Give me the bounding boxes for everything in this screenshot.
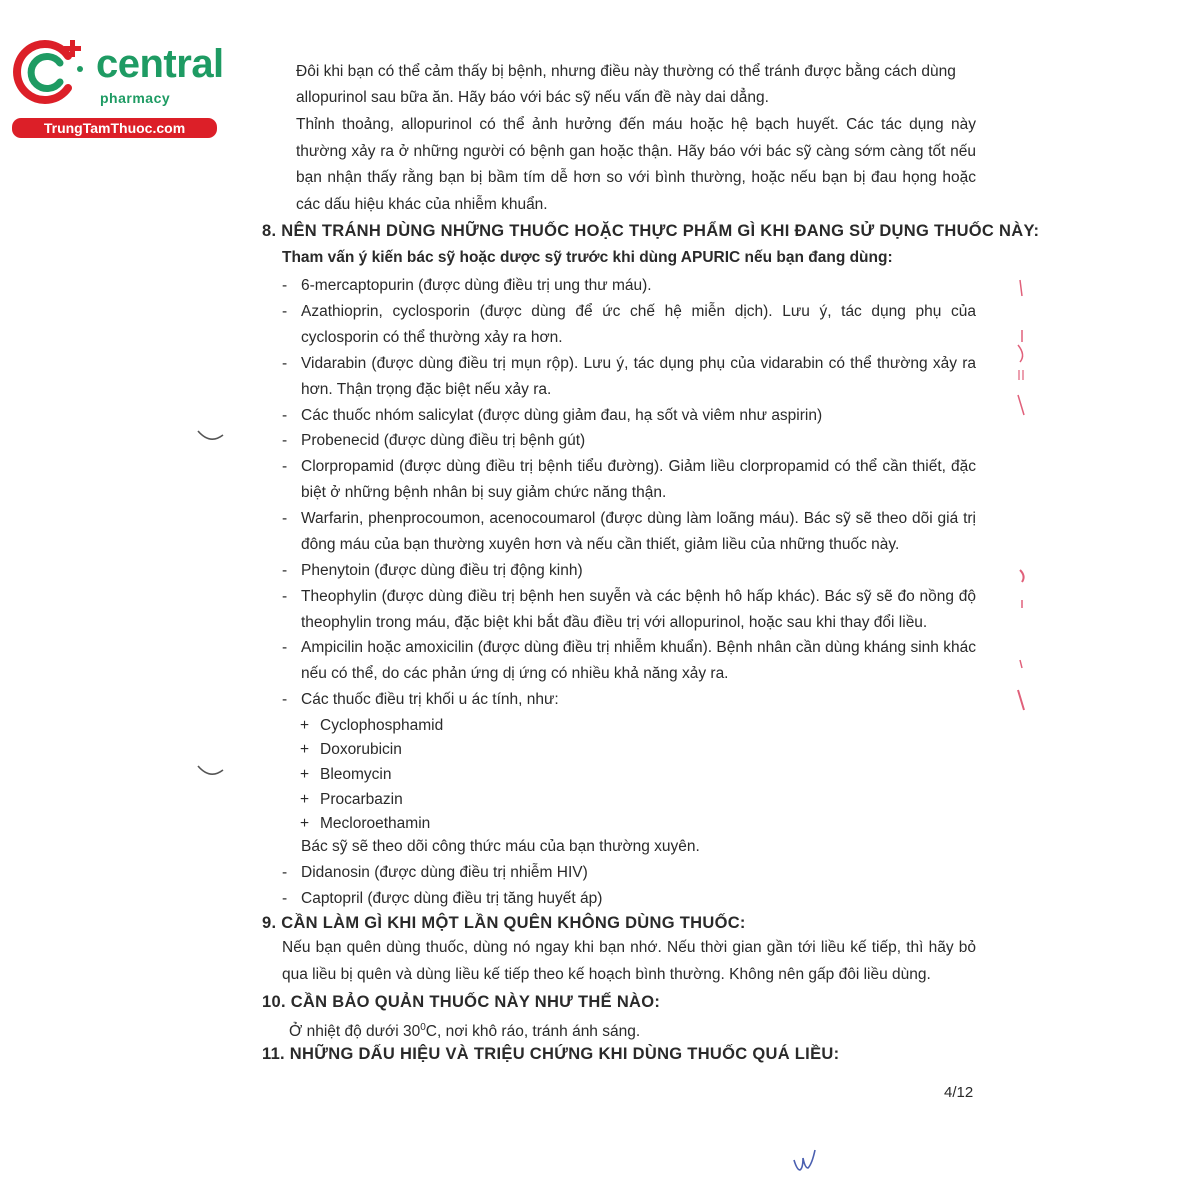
cancer-drug-item: + Bleomycin (300, 766, 392, 783)
drug-item: - Theophylin (được dùng điều trị bệnh hen suyễn và các bệnh hô hấp khác). Bác sỹ sẽ đo nồng độ theophylin trong máu, đặc biệt khi bắt đầu điều trị với allopurinol, hoặc sau khi thay đổi liều. (282, 588, 976, 631)
section-8-heading: 8. NÊN TRÁNH DÙNG NHỮNG THUỐC HOẶC THỰC PHẨM GÌ KHI ĐANG SỬ DỤNG THUỐC NÀY: (262, 222, 1040, 240)
section-9-text: Nếu bạn quên dùng thuốc, dùng nó ngay khi bạn nhớ. Nếu thời gian gần tới liều kế tiếp, thì hãy bỏ qua liều bị quên và dùng liều kế tiếp theo kế hoạch bình thường. Không nên gấp đôi liều dùng. (282, 939, 976, 983)
drug-item: - Didanosin (được dùng điều trị nhiễm HIV) (282, 864, 588, 881)
drug-item: - Các thuốc nhóm salicylat (được dùng giảm đau, hạ sốt và viêm như aspirin) (282, 407, 823, 424)
drug-item: - Vidarabin (được dùng điều trị mụn rộp). Lưu ý, tác dụng phụ của vidarabin có thể thường xảy ra hơn. Thận trọng đặc biệt nếu xảy ra. (282, 355, 976, 398)
intro-paragraph-2 (296, 112, 976, 218)
intro-line-1: Đôi khi bạn có thể cảm thấy bị bệnh, nhưng điều này thường có thể tránh được bằng cách dùng (296, 63, 956, 80)
drug-item: - Warfarin, phenprocoumon, acenocoumarol (được dùng làm loãng máu). Bác sỹ sẽ theo dõi giá trị đông máu của bạn thường xuyên hơn và nếu cần thiết, giảm liều của những thuốc này. (282, 510, 976, 553)
punch-mark-icon (196, 760, 226, 780)
handwritten-tick-icon (790, 1146, 820, 1176)
section-11-heading: 11. NHỮNG DẤU HIỆU VÀ TRIỆU CHỨNG KHI DÙNG THUỐC QUÁ LIỀU: (262, 1045, 840, 1063)
red-stamp-edge-icon (1010, 270, 1032, 730)
cancer-drug-item: + Cyclophosphamid (300, 717, 444, 734)
section-10-heading: 10. CẦN BẢO QUẢN THUỐC NÀY NHƯ THẾ NÀO: (262, 993, 661, 1011)
drug-item: - Ampicilin hoặc amoxicilin (được dùng điều trị nhiễm khuẩn). Bệnh nhân cần dùng kháng sinh khác nếu có thể, do các phản ứng dị ứng có nhiều khả năng xảy ra. (282, 639, 976, 682)
intro-paragraph-2-text: Thỉnh thoảng, allopurinol có thể ảnh hưởng đến máu hoặc hệ bạch huyết. Các tác dụng này thường xảy ra ở những người có bệnh gan hoặc thận. Hãy báo với bác sỹ càng sớm càng tốt nếu bạn nhận thấy rằng bạn bị bầm tím dễ hơn so với bình thường, hoặc nếu bạn bị đau họng hoặc các dấu hiệu khác của nhiễm khuẩn. (296, 116, 976, 213)
logo-brand: central (96, 42, 224, 86)
drug-item: - Các thuốc điều trị khối u ác tính, như: (282, 691, 559, 708)
cancer-drug-item: + Doxorubicin (300, 741, 402, 758)
section-10-text: Ở nhiệt độ dưới $30^0C$, nơi khô ráo, tránh ánh sáng. (289, 1022, 641, 1041)
drug-item: - 6-mercaptopurin (được dùng điều trị ung thư máu). (282, 277, 652, 294)
drug-item: - Captopril (được dùng điều trị tăng huyết áp) (282, 890, 603, 907)
intro-line-2: allopurinol sau bữa ăn. Hãy báo với bác sỹ nếu vấn đề này dai dẳng. (296, 89, 769, 106)
drug-item: - Phenytoin (được dùng điều trị động kinh) (282, 562, 583, 579)
logo-subtitle: pharmacy (100, 90, 171, 106)
cancer-drug-item: + Mecloroethamin (300, 815, 431, 832)
punch-mark-icon (196, 425, 226, 445)
cancer-drug-note: Bác sỹ sẽ theo dõi công thức máu của bạn thường xuyên. (301, 838, 700, 855)
logo-url: TrungTamThuoc.com (12, 118, 217, 138)
drug-item: - Probenecid (được dùng điều trị bệnh gút) (282, 432, 586, 449)
drug-item: - Clorpropamid (được dùng điều trị bệnh tiểu đường). Giảm liều clorpropamid có thể cần thiết, đặc biệt ở những bệnh nhân bị suy giảm chức năng thận. (282, 458, 976, 501)
cancer-drug-item: + Procarbazin (300, 791, 403, 808)
page-number: 4/12 (944, 1084, 974, 1101)
drug-item: - Azathioprin, cyclosporin (được dùng để ức chế hệ miễn dịch). Lưu ý, tác dụng phụ của cyclosporin có thể thường xảy ra hơn. (282, 303, 976, 346)
section-9-heading: 9. CẦN LÀM GÌ KHI MỘT LẦN QUÊN KHÔNG DÙNG THUỐC: (262, 914, 746, 932)
section-8-subheading: Tham vấn ý kiến bác sỹ hoặc dược sỹ trước khi dùng APURIC nếu bạn đang dùng: (282, 249, 893, 266)
